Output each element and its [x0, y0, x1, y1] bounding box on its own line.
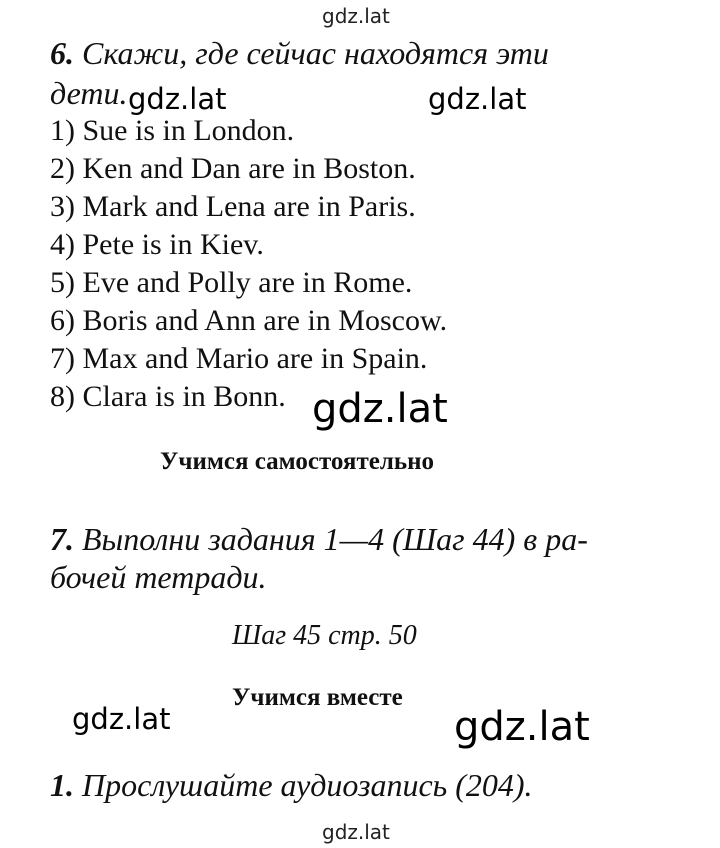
list-item: 2) Ken and Dan are in Boston. [50, 152, 416, 185]
list-item: 6) Boris and Ann are in Moscow. [50, 304, 448, 337]
watermark: gdz.lat [72, 702, 171, 736]
list-item: 5) Eve and Polly are in Rome. [50, 266, 413, 299]
task-text: Выполни задания 1—4 (Шаг 44) в ра- [82, 521, 588, 557]
task-number: 1. [50, 767, 74, 803]
step-heading: Шаг 45 стр. 50 [232, 620, 417, 651]
task-number: 6. [50, 35, 74, 71]
task-6-heading-line1 [50, 34, 549, 72]
section-heading: Учимся самостоятельно [160, 448, 434, 475]
watermark: gdz.lat [312, 386, 448, 432]
watermark: gdz.lat [428, 82, 527, 116]
list-item: 7) Max and Mario are in Spain. [50, 342, 428, 375]
task-text: Скажи, где сейчас находятся эти [82, 35, 549, 71]
task-number: 7. [50, 521, 74, 557]
list-item: 4) Pete is in Kiev. [50, 228, 264, 261]
task-7-heading-line2: бочей тетради. [50, 559, 267, 595]
task-1-heading [50, 766, 533, 804]
list-item: 8) Clara is in Bonn. [50, 380, 286, 413]
section-heading: Учимся вместе [232, 684, 403, 711]
task-6-heading-line2: дети. [50, 75, 128, 111]
list-item: 1) Sue is in London. [50, 114, 295, 147]
task-7-heading-line1 [50, 520, 588, 558]
task-text: Прослушайте аудиозапись (204). [82, 767, 533, 803]
watermark: gdz.lat [322, 4, 390, 28]
watermark: gdz.lat [128, 82, 227, 116]
list-item: 3) Mark and Lena are in Paris. [50, 190, 416, 223]
watermark: gdz.lat [454, 704, 590, 750]
watermark: gdz.lat [322, 820, 390, 844]
